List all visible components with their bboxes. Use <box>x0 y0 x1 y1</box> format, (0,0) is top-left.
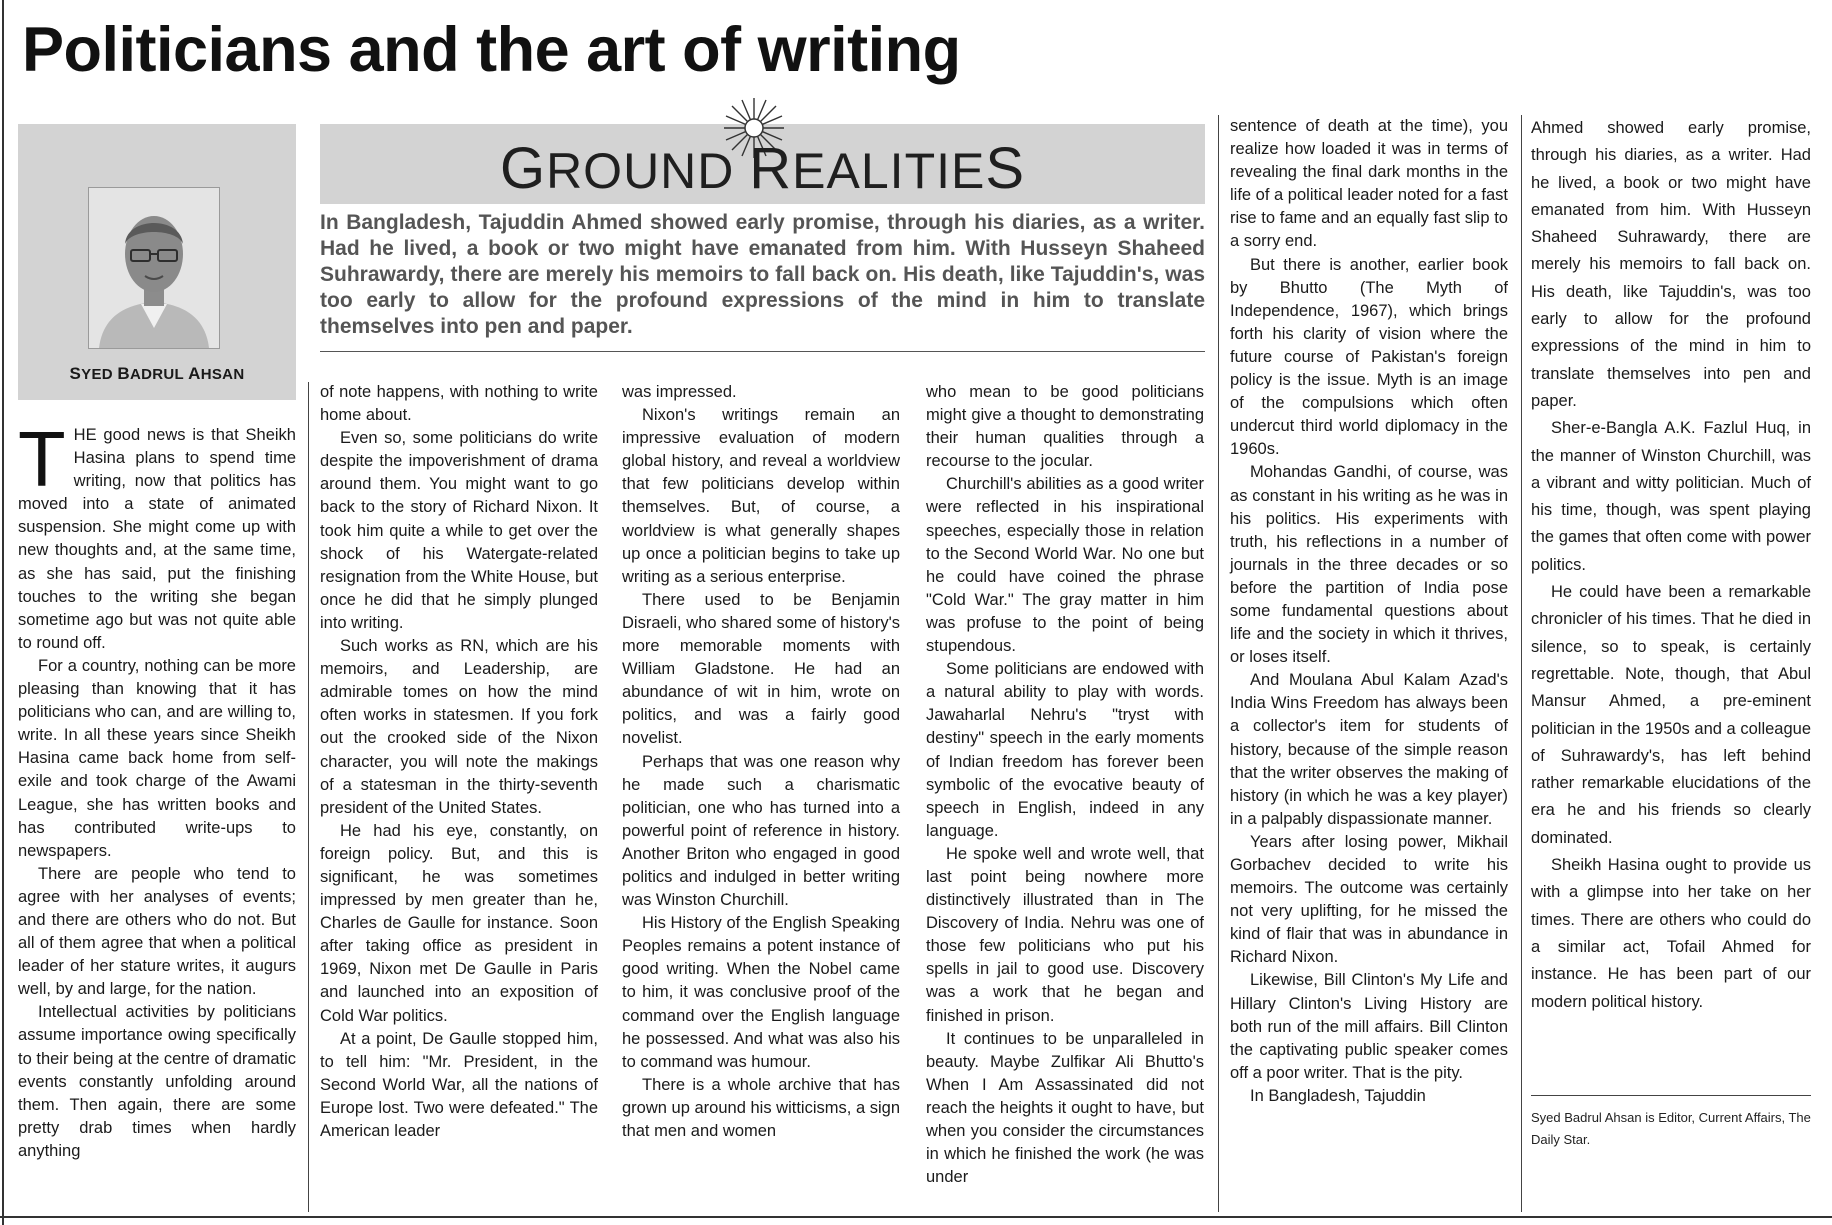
column-divider <box>1521 115 1522 1212</box>
article-paragraph: For a country, nothing can be more pleasing than knowing that it has politicians who can, and are willing to, write. In all these years since Sheikh Hasina came back home from self-exile and took charge of the Awami League, she has written books and has contributed write-ups to newspapers. <box>18 656 296 860</box>
article-paragraph: Ahmed showed early promise, through his diaries, as a writer. Had he lived, a book or two might have emanated from him. With Husseyn Shaheed Suhrawardy, there are merely his memoirs to fall back on. His death, like Tajuddin's, was too early to allow for the profound expressions of the mind in him to translate themselves into pen and paper. <box>1531 119 1811 410</box>
article-paragraph: Likewise, Bill Clinton's My Life and Hillary Clinton's Living History are both run of the mill affairs. Bill Clinton the captivating public speaker comes off a poor writer. That is the pity. <box>1230 971 1508 1082</box>
lead-rule <box>320 351 1205 352</box>
article-paragraph: Years after losing power, Mikhail Gorbachev decided to write his memoirs. The outcome was certainly not very uplifting, for he missed the kind of flair that was in abundance in Richard Nixon. <box>1230 832 1508 967</box>
article-paragraph: There used to be Benjamin Disraeli, who shared some of history's more memorable moments with William Gladstone. He had an abundance of wit in him, wrote on politics, and was a fairly good novelist. <box>622 590 900 748</box>
article-paragraph: Mohandas Gandhi, of course, was as constant in his writing as he was in his politics. His experiments with truth, his reflections in a number of journals in the three decades or so before the partition of India pose some fundamental questions about life and the society in which it thrives, or loses itself. <box>1230 463 1508 667</box>
headline: Politicians and the art of writing <box>22 15 961 85</box>
column-banner-title: GROUND REALITIES <box>499 136 1026 201</box>
article-paragraph: There are people who tend to agree with her analyses of events; and there are others who do not. But all of them agree that when a political leader of her stature writes, it augurs well, by and large, for the nation. <box>18 864 296 999</box>
article-paragraph: He could have been a remarkable chronicler of his times. That he died in silence, so to speak, is certainly regrettable. Note, though, that Abul Mansur Ahmed, a pre-eminent politician in the 1950s and a colleague of Suhrawardy's, has left behind rather remarkable elucidations of the era he and his friends so clearly dominated. <box>1531 583 1811 847</box>
article-paragraph: In Bangladesh, Tajuddin <box>1250 1086 1426 1105</box>
article-paragraph: Churchill's abilities as a good writer were reflected in his inspirational speeches, especially those in relation to the Second World War. No one but he could have coined the phrase "Cold War." The gray matter in him was profuse to the point of being stupendous. <box>926 475 1204 656</box>
left-frame-rule <box>2 0 4 1225</box>
article-paragraph: of note happens, with nothing to write home about. <box>320 383 598 425</box>
article-paragraph: Sher-e-Bangla A.K. Fazlul Huq, in the manner of Winston Churchill, was a vibrant and witty politician. Much of his time, though, was spent playing the games that often come with power politics. <box>1531 419 1811 574</box>
article-paragraph: He had his eye, constantly, on foreign policy. But, and this is significant, he was sometimes impressed by men greater than he, Charles de Gaulle for instance. Soon after taking office as president in 1969, Nixon met De Gaulle in Paris and launched into an exposition of Cold War politics. <box>320 821 598 1025</box>
article-column-1 <box>18 415 296 1163</box>
article-paragraph: Even so, some politicians do write despite the impoverishment of drama around them. You might want to go back to the story of Richard Nixon. It took him quite a while to get over the shock of his Watergate-related resignation from the White House, but once he did that he simply plunged into writing. <box>320 429 598 632</box>
drop-cap: T <box>18 415 66 503</box>
article-paragraph: Perhaps that was one reason why he made such a charismatic politician, one who has turned into a powerful point of reference in history. Another Briton who engaged in good politics and indulged in better writing was Winston Churchill. <box>622 752 900 910</box>
article-column-2 <box>320 381 598 1143</box>
article-paragraph: THE good news is that Sheikh Hasina plans to spend time writing, now that politics has moved into a state of animated suspension. She might come up with new thoughts and, at the same time, as she has said, put the finishing touches to the writing she began sometime ago but was not quite able to round off. <box>18 415 296 652</box>
article-paragraph: Sheikh Hasina ought to provide us with a glimpse into her take on her times. There are others who could do a similar act, Tofail Ahmed for instance. He has been part of our modern political history. <box>1531 856 1811 1011</box>
article-paragraph: But there is another, earlier book by Bhutto (The Myth of Independence, 1967), which brings forth his clarity of vision where the future course of Pakistan's foreign policy is the issue. Myth is an image of the compulsions which often undercut third world diplomacy in the 1960s. <box>1230 255 1508 459</box>
bio-rule <box>1531 1095 1811 1096</box>
author-name: SYED BADRUL AHSAN <box>69 364 245 383</box>
column-divider <box>1218 115 1219 1212</box>
article-paragraph: Nixon's writings remain an impressive evaluation of modern global history, and reveal a worldview that few politicians develop within themselves. But, of course, a worldview is what generally shapes up once a politician begins to take up writing as a serious enterprise. <box>622 406 900 586</box>
bottom-rule <box>0 1216 1832 1218</box>
author-box <box>18 124 296 400</box>
article-paragraph: who mean to be good politicians might give a thought to demonstrating their human qualities through a recourse to the jocular. <box>926 383 1204 471</box>
article-paragraph: Intellectual activities by politicians assume importance owing specifically to their being at the centre of dramatic events constantly unfolding around them. Then again, there are some pretty drab times when hardly anything <box>18 1003 296 1160</box>
article-paragraph: It continues to be unparalleled in beauty. Maybe Zulfikar Ali Bhutto's When I Am Assassinated did not reach the heights it ought to have, but when you consider the circumstances in which he finished the work (he was under <box>926 1029 1204 1187</box>
article-paragraph: At a point, De Gaulle stopped him, to tell him: "Mr. President, in the Second World War, all the nations of Europe lost. Two were defeated." The American leader <box>320 1029 598 1140</box>
lead-paragraph: In Bangladesh, Tajuddin Ahmed showed early promise, through his diaries, as a writer. Had he lived, a book or two might have emanated from him. With Husseyn Shaheed Suhrawardy, there are merely his memoirs to fall back on. His death, like Tajuddin's, was too early to allow for the profound expressions of the mind in him to translate themselves into pen and paper. <box>320 211 1205 338</box>
column-divider <box>308 382 309 1212</box>
article-column-3 <box>622 381 900 1143</box>
author-bio: Syed Badrul Ahsan is Editor, Current Affairs, The Daily Star. <box>1531 1110 1811 1147</box>
author-photo <box>88 187 220 349</box>
article-paragraph: There is a whole archive that has grown up around his witticisms, a sign that men and women <box>622 1075 900 1140</box>
article-paragraph: Some politicians are endowed with a natural ability to play with words. Jawaharlal Nehru's "tryst with destiny" speech in the early moments of Indian freedom has forever been symbolic of the evocative beauty of speech in English, indeed in any language. <box>926 660 1204 840</box>
article-paragraph: Such works as RN, which are his memoirs, and Leadership, are admirable tomes on how the mind often works in statesmen. If you fork out the crooked side of the Nixon character, you will note the makings of a statesman in the thirty-seventh president of the United States. <box>320 637 598 817</box>
article-paragraph: sentence of death at the time), you realize how loaded it was in terms of revealing the final dark months in the life of a political leader noted for a fast rise to fame and an equally fast slip to a sorry end. <box>1230 117 1508 251</box>
article-paragraph: He spoke well and wrote well, that last point being nowhere more distinctively illustrated than in The Discovery of India. Nehru was one of those few politicians who put his spells in jail to good use. Discovery was a work that he began and finished in prison. <box>926 844 1204 1025</box>
article-column-4 <box>926 381 1204 1189</box>
article-column-6 <box>1531 115 1811 1016</box>
article-paragraph: And Moulana Abul Kalam Azad's India Wins Freedom has always been a collector's item for students of history, because of the simple reason that the writer observes the making of history (in which he was a key player) in a palpably dispassionate manner. <box>1230 671 1508 828</box>
article-column-5 <box>1230 115 1508 1108</box>
article-paragraph: His History of the English Speaking Peoples remains a potent instance of good writing. When the Nobel came to him, it was conclusive proof of the command over the English language he possessed. And what was also his to command was humour. <box>622 914 900 1071</box>
author-portrait-image <box>89 188 219 348</box>
article-paragraph: was impressed. <box>622 383 737 401</box>
